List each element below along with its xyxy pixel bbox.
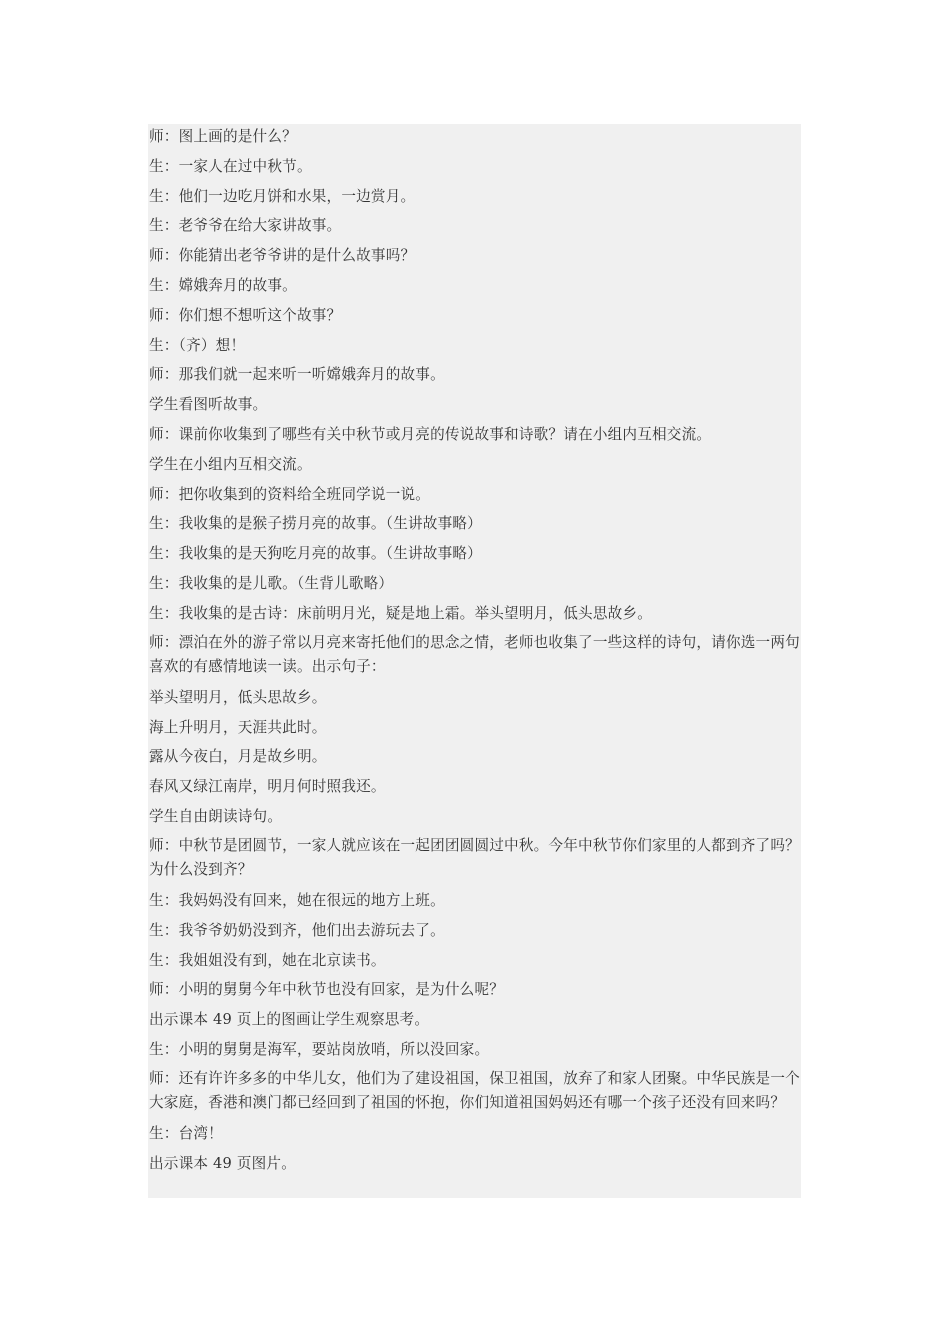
- paragraph: 师：你们想不想听这个故事？: [149, 306, 342, 324]
- paragraph: 海上升明月，天涯共此时。: [149, 718, 327, 736]
- paragraph: 生：（齐）想！: [149, 336, 246, 354]
- paragraph: 师：那我们就一起来听一听嫦娥奔月的故事。: [149, 366, 445, 384]
- paragraph: 学生自由朗读诗句。: [149, 807, 283, 825]
- paragraph: 生：我收集的是天狗吃月亮的故事。（生讲故事略）: [149, 545, 482, 563]
- lesson-transcript: [148, 124, 801, 1198]
- paragraph: 学生在小组内互相交流。: [149, 455, 312, 473]
- paragraph: 师：漂泊在外的游子常以月亮来寄托他们的思念之情，老师也收集了一些这样的诗句，请你选一两句喜欢的有感情地读一读。出示句子：: [149, 633, 800, 676]
- paragraph: 露从今夜白，月是故乡明。: [149, 748, 327, 766]
- paragraph: 出示课本 49 页图片。: [149, 1154, 296, 1172]
- paragraph: 师：小明的舅舅今年中秋节也没有回家，是为什么呢？: [149, 981, 505, 999]
- paragraph: 生：我收集的是古诗：床前明月光，疑是地上霜。举头望明月，低头思故乡。: [149, 604, 652, 622]
- paragraph: 生：老爷爷在给大家讲故事。: [149, 217, 342, 235]
- paragraph: 生：我妈妈没有回来，她在很远的地方上班。: [149, 891, 445, 909]
- paragraph: 生：嫦娥奔月的故事。: [149, 276, 297, 294]
- paragraph: 生：小明的舅舅是海军，要站岗放哨，所以没回家。: [149, 1040, 490, 1058]
- paragraph: 生：我爷爷奶奶没到齐，他们出去游玩去了。: [149, 921, 445, 939]
- paragraph: 生：台湾！: [149, 1124, 223, 1142]
- paragraph: 生：我收集的是儿歌。（生背儿歌略）: [149, 574, 394, 592]
- paragraph: 师：中秋节是团圆节，一家人就应该在一起团团圆圆过中秋。今年中秋节你们家里的人都到齐了吗？为什么没到齐？: [149, 836, 800, 879]
- paragraph: 师：你能猜出老爷爷讲的是什么故事吗？: [149, 247, 416, 265]
- paragraph: 春风又绿江南岸，明月何时照我还。: [149, 778, 386, 796]
- paragraph: 举头望明月，低头思故乡。: [149, 688, 327, 706]
- paragraph: 生：他们一边吃月饼和水果，一边赏月。: [149, 187, 416, 205]
- paragraph: 师：还有许许多多的中华儿女，他们为了建设祖国，保卫祖国，放弃了和家人团聚。中华民族是一个大家庭，香港和澳门都已经回到了祖国的怀抱，你们知道祖国妈妈还有哪一个孩子还没有回来吗？: [149, 1069, 800, 1112]
- paragraph: 师：课前你收集到了哪些有关中秋节或月亮的传说故事和诗歌？请在小组内互相交流。: [149, 425, 712, 443]
- paragraph: 学生看图听故事。: [149, 396, 268, 414]
- paragraph: 出示课本 49 页上的图画让学生观察思考。: [149, 1011, 430, 1029]
- paragraph: 师：把你收集到的资料给全班同学说一说。: [149, 485, 431, 503]
- paragraph: 师：图上画的是什么？: [149, 128, 297, 145]
- paragraph: 生：我收集的是猴子捞月亮的故事。（生讲故事略）: [149, 515, 482, 533]
- paragraph: 生：一家人在过中秋节。: [149, 157, 312, 175]
- paragraph: 生：我姐姐没有到，她在北京读书。: [149, 951, 386, 969]
